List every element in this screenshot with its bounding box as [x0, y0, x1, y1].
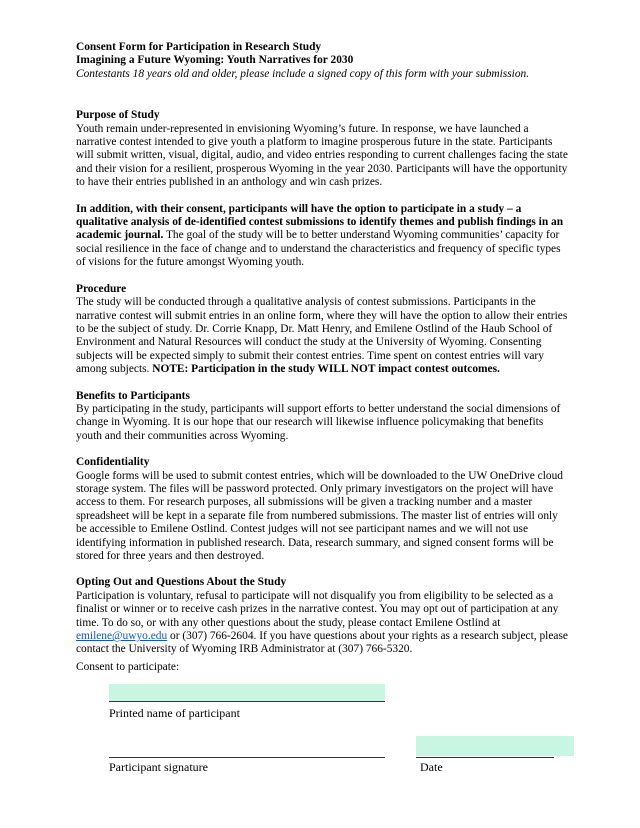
study-option-paragraph: [76, 203, 568, 270]
confidentiality-section: [76, 456, 568, 563]
date-label: Date: [420, 760, 443, 774]
procedure-note: NOTE: Participation in the study WILL NOT impact contest outcomes.: [152, 363, 500, 376]
study-option-text: The goal of the study will be to better understand Wyoming communities’ capacity for social resilience in the face of change and to understand the characteristics and frequency of specific types of visions for the future amongst Wyoming youth.: [76, 229, 561, 269]
study-option-section: [76, 203, 568, 270]
optout-heading: Opting Out and Questions About the Study: [76, 576, 287, 589]
email-link[interactable]: emilene@uwyo.edu: [76, 630, 168, 643]
signature-label: Participant signature: [109, 760, 208, 774]
consent-form: [76, 41, 568, 657]
procedure-paragraph: [76, 296, 568, 376]
form-subtitle: Imagining a Future Wyoming: Youth Narratives for 2030: [76, 54, 354, 67]
signature-line[interactable]: [109, 757, 385, 758]
confidentiality-heading: Confidentiality: [76, 456, 150, 469]
consent-label: Consent to participate:: [76, 661, 180, 673]
purpose-heading: Purpose of Study: [76, 109, 160, 122]
procedure-section: [76, 283, 568, 377]
form-title: Consent Form for Participation in Research Study: [76, 41, 322, 53]
benefits-heading: Benefits to Participants: [76, 389, 190, 402]
date-line: [416, 757, 554, 758]
date-field[interactable]: [416, 736, 574, 756]
purpose-section: [76, 109, 568, 189]
confidentiality-paragraph: Google forms will be used to submit contest entries, which will be downloaded to the UW OneDrive cloud storage system. The files will be password protected. Only primary investigators on the project will have access to them. For research purposes, all submissions will be given a tracking number and a master spreadsheet will be kept in a separate file from numbered submissions. The master list of entries will only be accessible to Emilene Ostlind. Contest judges will not see participant names and we will not use identifying information in published research. Data, research summary, and signed consent forms will be stored for three years and then destroyed.: [76, 469, 563, 562]
optout-section: [76, 576, 568, 656]
optout-text-1: Participation is voluntary, refusal to participate will not disqualify you from eligibility to be selected as a finalist or winner or to receive cash prizes in the narrative contest. You may opt out of participation at any time. To do so, or with any other questions about the study, please contact Emilene Ostlind at: [76, 589, 559, 629]
procedure-text: The study will be conducted through a qualitative analysis of contest submissions. Participants in the narrative contest will submit entries in an online form, where they will have the option to allow their entries to be the subject of study. Dr. Corrie Knapp, Dr. Matt Henry, and Emilene Ostlind of the Haub School of Environment and Natural Resources will conduct the study at the University of Wyoming. Consenting subjects will be expected simply to submit their contest entries. Time spent on contest entries will vary among subjects.: [76, 296, 568, 376]
optout-text-2: or (307) 766-2604. If you have questions about your rights as a research subject, please contact the University of Wyoming IRB Administrator at (307) 766-5320.: [76, 630, 568, 656]
study-option-bold: In addition, with their consent, participants will have the option to participate in a study – a qualitative analysis of de-identified contest submissions to identify themes and publish findings in an academic journal.: [76, 202, 564, 242]
purpose-paragraph: Youth remain under-represented in envisioning Wyoming’s future. In response, we have launched a narrative contest intended to give youth a platform to imagine prosperous future in the state. Participants will submit written, visual, digital, audio, and video entries responding to current challenges facing the state and their vision for a resilient, prosperous Wyoming in the year 2030. Participants will have the opportunity to have their entries published in an anthology and win cash prizes.: [76, 122, 568, 189]
procedure-heading: Procedure: [76, 282, 127, 295]
printed-name-field[interactable]: [109, 684, 385, 702]
benefits-paragraph: By participating in the study, participants will support efforts to better understand the social dimensions of change in Wyoming. It is our hope that our research will likewise influence policymaking that benefits youth and their communities across Wyoming.: [76, 402, 561, 442]
submission-note: Contestants 18 years old and older, please include a signed copy of this form with your submission.: [76, 67, 530, 80]
benefits-section: [76, 390, 568, 444]
optout-paragraph: [76, 590, 568, 657]
printed-name-label: Printed name of participant: [109, 706, 240, 720]
